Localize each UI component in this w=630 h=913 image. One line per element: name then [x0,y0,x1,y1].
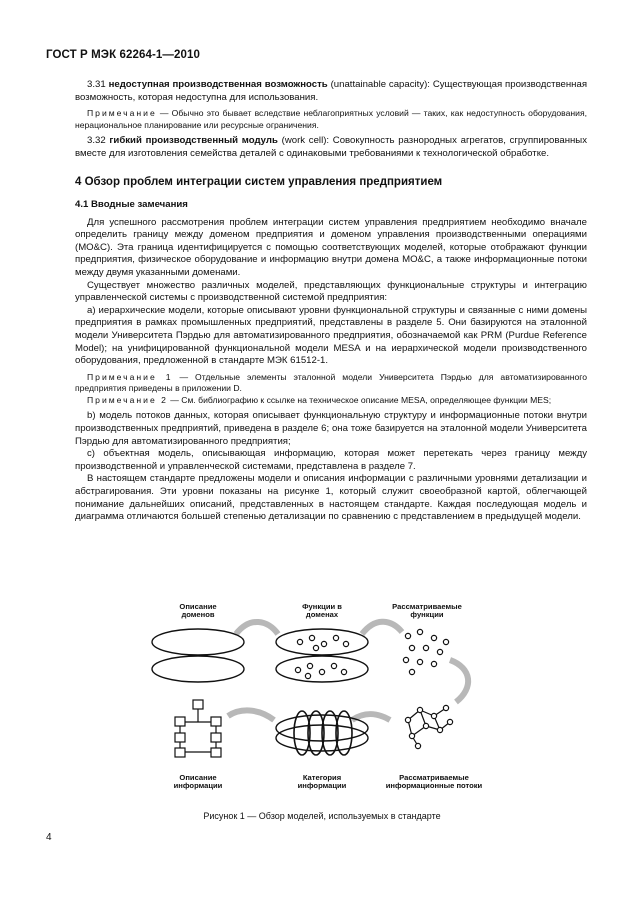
term-3-31 [75,79,587,104]
term-number: 3.32 [87,135,106,147]
note-3-31 [75,108,587,131]
info-description-boxes [175,700,221,757]
term-name: недоступная производственная возможность [108,79,328,90]
paragraph: Существует множество различных моделей, представляющих функциональные структуры и интеграцию управленческой системы с производственной системой предприятия: [75,279,587,304]
considered-function-circles [403,629,448,674]
note-2 [75,395,587,407]
label-considered-functions: Рассматриваемые функции [392,602,462,620]
note-text: — Отдельные элементы эталонной модели Университета Пэрдью для автоматизированного предприятия приведены в приложении D. [75,371,587,394]
term-definition: (unattainable capacity): Существующая производственная возможность, которая недоступна для использования. [75,79,588,103]
figure-1-diagram [150,596,490,808]
page-number: 4 [46,832,52,843]
body-text [75,79,587,524]
list-item-b: b) модель потоков данных, которая описывает функциональную структуру и информационные потоки внутри производственных предприятий, приведена в разделе 6; она тоже базируется на эталонной модели Университета Пэрдью для автоматизированного предприятия; [75,410,587,447]
term-definition: (work cell): Совокупность разнородных агрегатов, сгруппированных вместе для изготовления семейства деталей с одинаковыми требованиями к технологической обработке. [75,135,587,159]
note-text: — См. библиографию к ссылке на техническое описание MESA, определяющее функции MES; [167,394,552,405]
subsection-4-1-title: 4.1 Вводные замечания [75,198,188,210]
label-functions-in-domains: Функции в доменах [302,602,342,620]
paragraph: Для успешного рассмотрения проблем интеграции систем управления предприятием необходимо вначале определить границу между доменом предприятия и доменом управления производственными операциями (МО&С). Эта граница идентифицируется с помощью соответствующих моделей, которые отображают функции предприятия, физическое оборудование и информацию внутри домена МО&С, а также информационные потоки между двумя указанными доменами. [75,216,587,278]
flow-arrow [228,710,274,720]
label-considered-info-flows: Рассматриваемые информационные потоки [385,773,483,791]
label-domain-description: Описание доменов [179,602,217,620]
paragraph: В настоящем стандарте предложены модели и описания информации с различными уровнями детализации и абстрагирования. Эти уровни показаны на рисунке 1, который служит своеобразной картой, облегчающей понимание дальнейших описаний, представленных в настоящем стандарте. Каждая последующая модель и диаграмма отличаются большей степенью детализации по сравнению с представлением в предыдущей модели. [75,473,587,523]
note-1 [75,372,587,395]
note-label: Примечание 1 [87,371,173,382]
section-4-title: 4 Обзор проблем интеграции систем управления предприятием [75,175,443,188]
standard-header: ГОСТ Р МЭК 62264-1—2010 [46,49,200,61]
flow-arrow [236,622,278,634]
figure-caption: Рисунок 1 — Обзор моделей, используемых в стандарте [203,811,441,821]
note-label: Примечание [87,108,157,119]
term-name: гибкий производственный модуль [109,135,278,147]
term-3-32 [75,135,587,160]
list-item-a: a) иерархические модели, которые описывают уровни функциональной структуры и связанные с ними домены предприятия в рамках промышленных предприятий, представлены в разделе 5. Они базируются на эталонной модели Университета Пэрдью для автоматизированного предприятия, обозначаемой как PRM (Purdue Reference Model); на унифицированной функциональной модели MESA и на иерархической модели производственного оборудования, предложенной в стандарте МЭК 61512-1. [75,304,587,367]
label-info-categories: Категория информации [297,773,347,791]
note-label: Примечание 2 [87,394,168,405]
flow-arrow [362,622,402,634]
note-text: — Обычно это бывает вследствие неблагоприятных условий — таких, как недоступность оборудования, нерациональное планирование или ресурсные ограничения. [75,108,587,130]
domain-ellipse [152,629,244,655]
label-info-description: Описание информации [173,773,223,791]
info-flow-nodes [405,705,452,748]
term-number: 3.31 [87,79,106,90]
flow-arrow [450,660,468,702]
list-item-c: c) объектная модель, описывающая информацию, которая может перетекать через границу между производственной и управленческой системами, представлена в разделе 7. [75,448,587,472]
domain-ellipse [152,656,244,682]
